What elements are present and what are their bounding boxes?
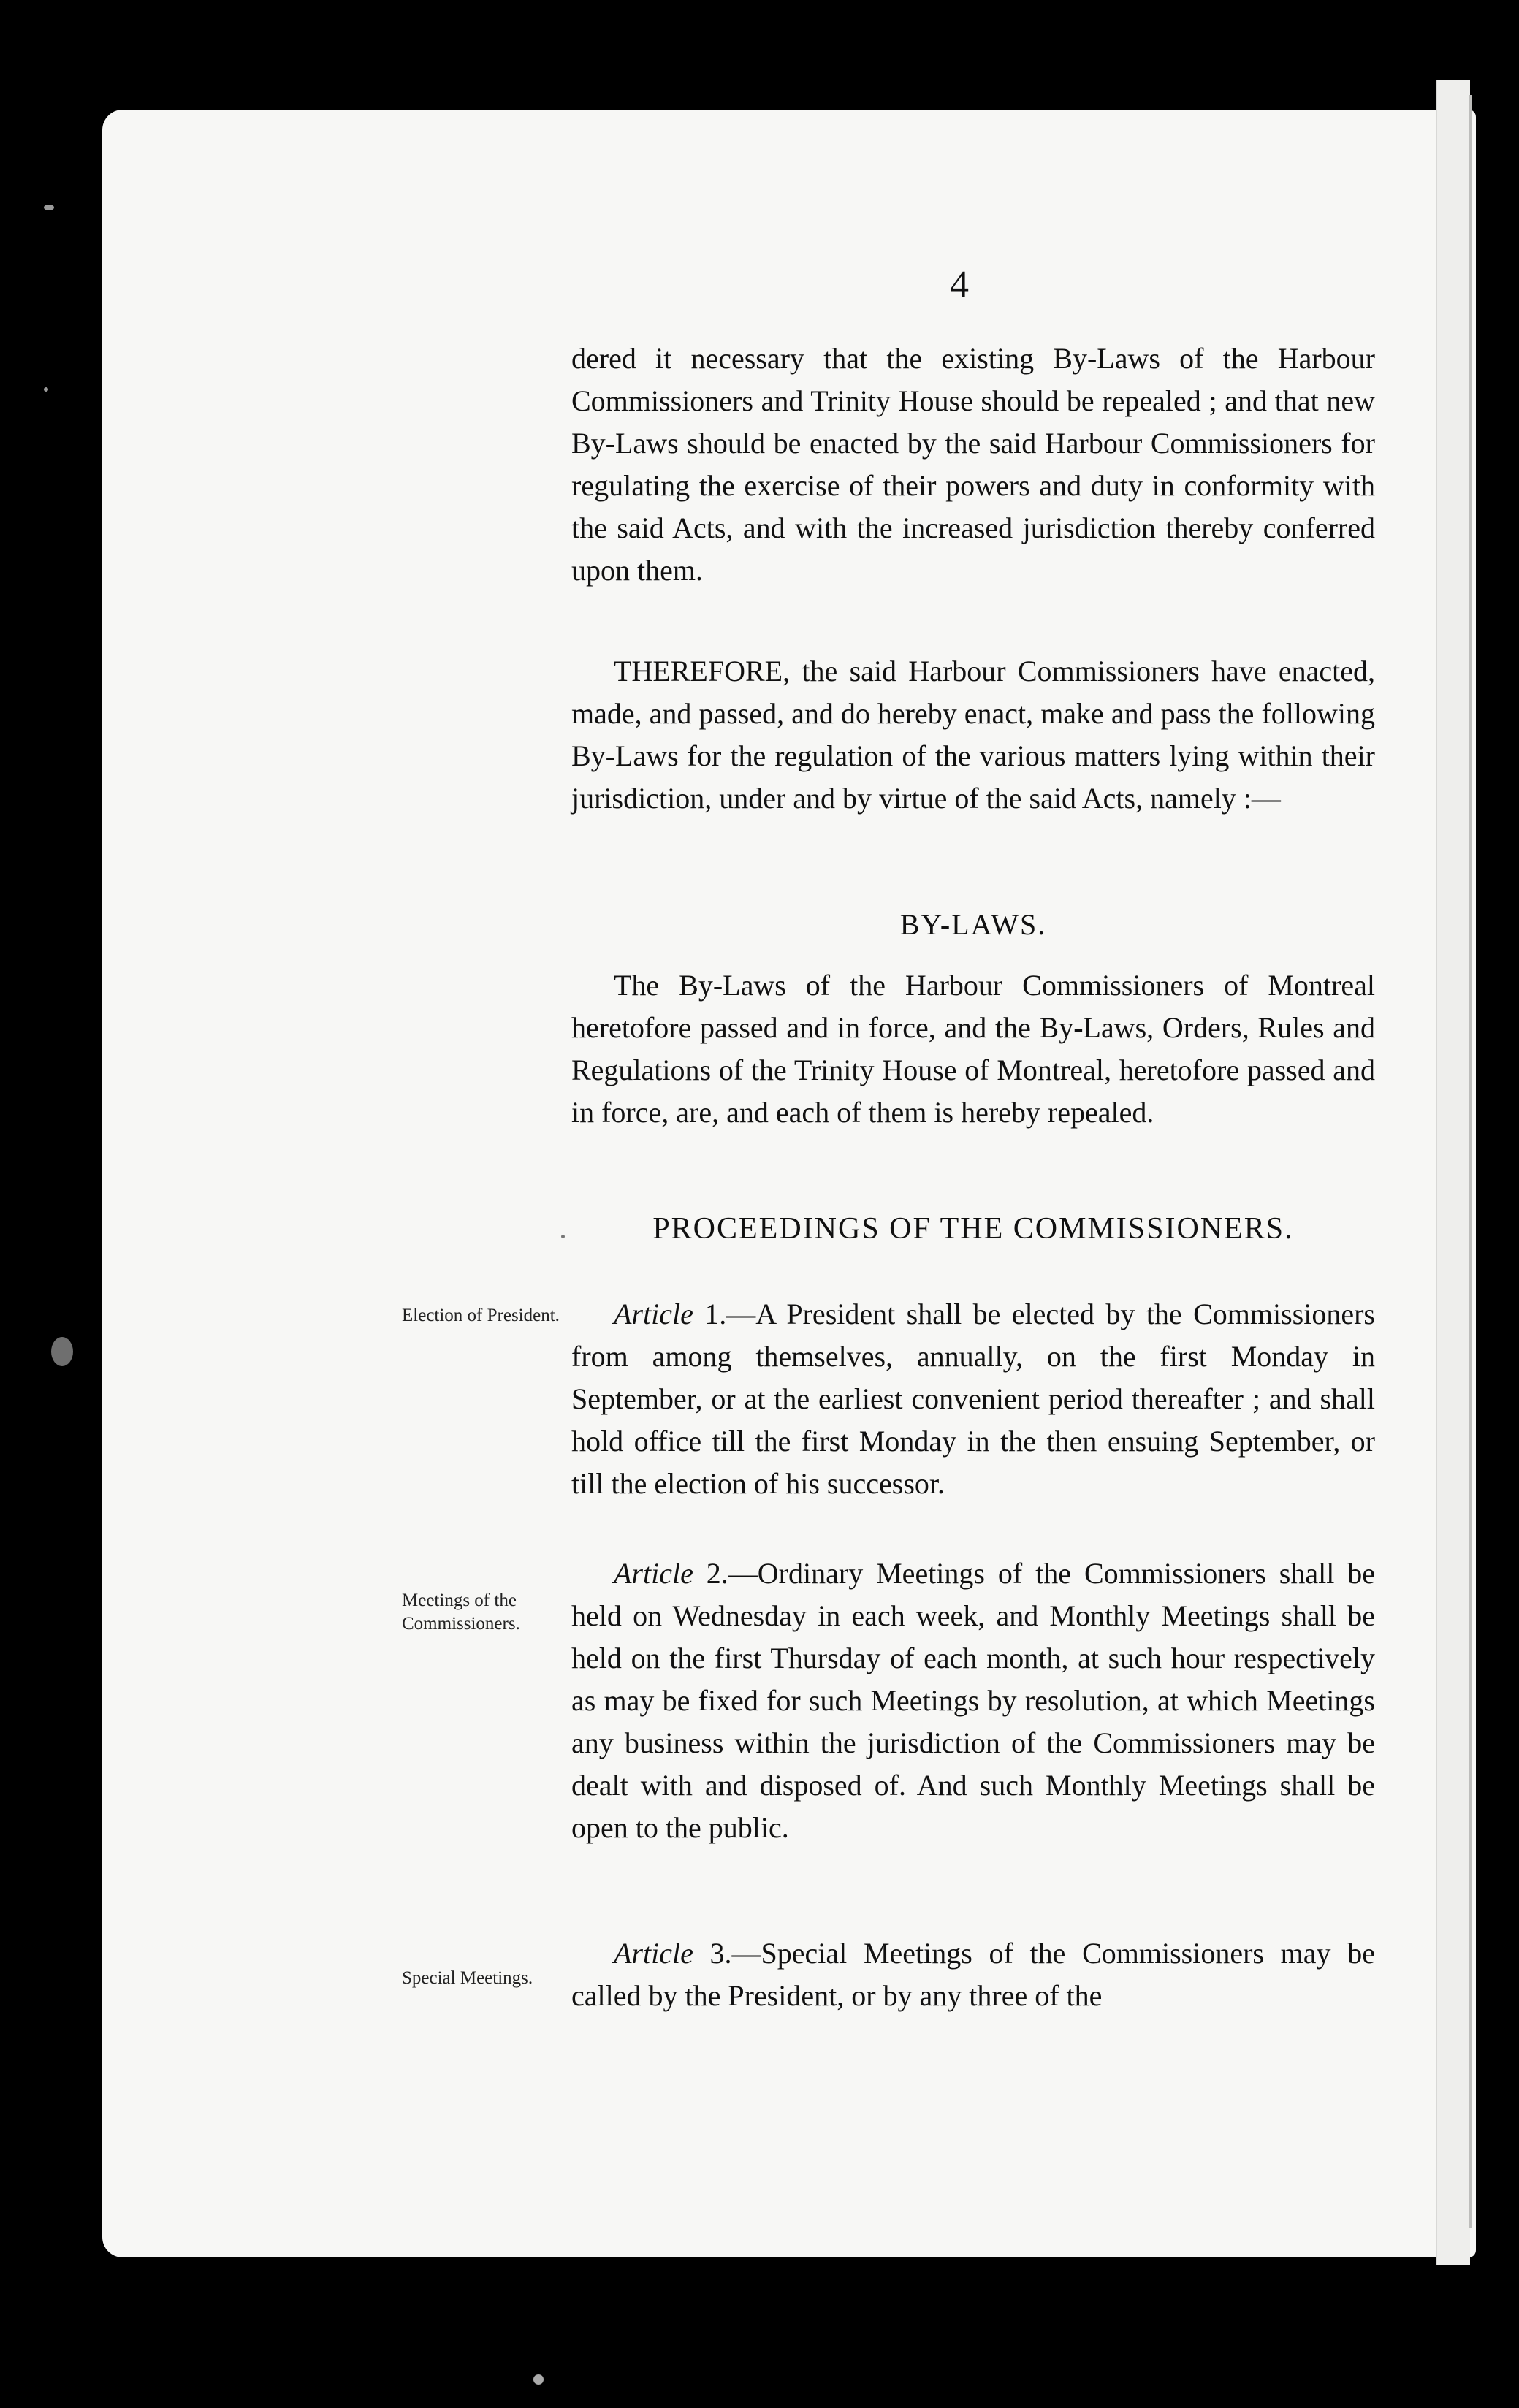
paragraph-repeal: The By-Laws of the Harbour Commissioners of Montreal heretofore passed and in force, and the By-Laws, Orders, Rules and Regulations of the Trinity House of Montreal, heretofore passed and in force, are, and each of them is hereby repealed.	[571, 969, 1375, 1129]
margin-note-special-meetings: Special Meetings.	[402, 1968, 533, 1988]
paragraph-continuation: dered it necessary that the existing By-Laws of the Harbour Commissioners and Trinity House should be repealed ; and that new By-Laws should be enacted by the said Harbour Commissioners for regulating the exercise of their powers and duty in conformity with the said Acts, and with the increased jurisdiction thereby conferred upon them.	[571, 342, 1375, 587]
article-label: Article	[614, 1298, 693, 1330]
article-3	[571, 1932, 1375, 2017]
article-label: Article	[614, 1937, 693, 1970]
article-number: 3.—	[693, 1937, 761, 1970]
page-number: 4	[950, 264, 969, 305]
page-edge-line	[1469, 95, 1472, 2228]
heading-proceedings: PROCEEDINGS OF THE COMMISSIONERS.	[652, 1212, 1294, 1246]
scan-speck	[44, 205, 54, 210]
article-text: Ordinary Meetings of the Commissioners shall be held on Wednesday in each week, and Monthly Meetings shall be held on the first Thursday of each month, at such hour respectively as may be fixed for such Meetings by resolution, at which Meetings any business within the jurisdiction of the Commissioners may be dealt with and disposed of. And such Monthly Meetings shall be open to the public.	[571, 1557, 1376, 1844]
scan-speck	[44, 387, 48, 392]
page-edge	[1436, 80, 1470, 2265]
article-number: 1.—	[693, 1298, 756, 1330]
article-1	[571, 1293, 1375, 1505]
article-text: Special Meetings of the Commissioners may be called by the President, or by any three of the	[571, 1937, 1375, 2012]
article-number: 2.—	[693, 1557, 758, 1590]
article-text: A President shall be elected by the Commissioners from among themselves, annually, on the first Monday in September, or at the earliest convenient period thereafter ; and shall hold office till the first Monday in the then ensuing September, or till the election of his successor.	[571, 1298, 1376, 1500]
scan-speck	[51, 1337, 73, 1366]
article-label: Article	[614, 1557, 693, 1590]
paragraph-therefore: THEREFORE, the said Harbour Commissioners have enacted, made, and passed, and do hereby enact, make and pass the following By-Laws for the regulation of the various matters lying within their jurisdiction, under and by virtue of the said Acts, namely :—	[571, 655, 1375, 815]
heading-bylaws: BY-LAWS.	[899, 908, 1047, 941]
margin-note-election: Election of President.	[402, 1306, 560, 1325]
margin-note-meetings: Meetings of the Commissioners.	[402, 1590, 520, 1634]
article-2	[571, 1552, 1375, 1849]
scan-speck	[561, 1235, 565, 1238]
scan-speck	[533, 2374, 544, 2385]
